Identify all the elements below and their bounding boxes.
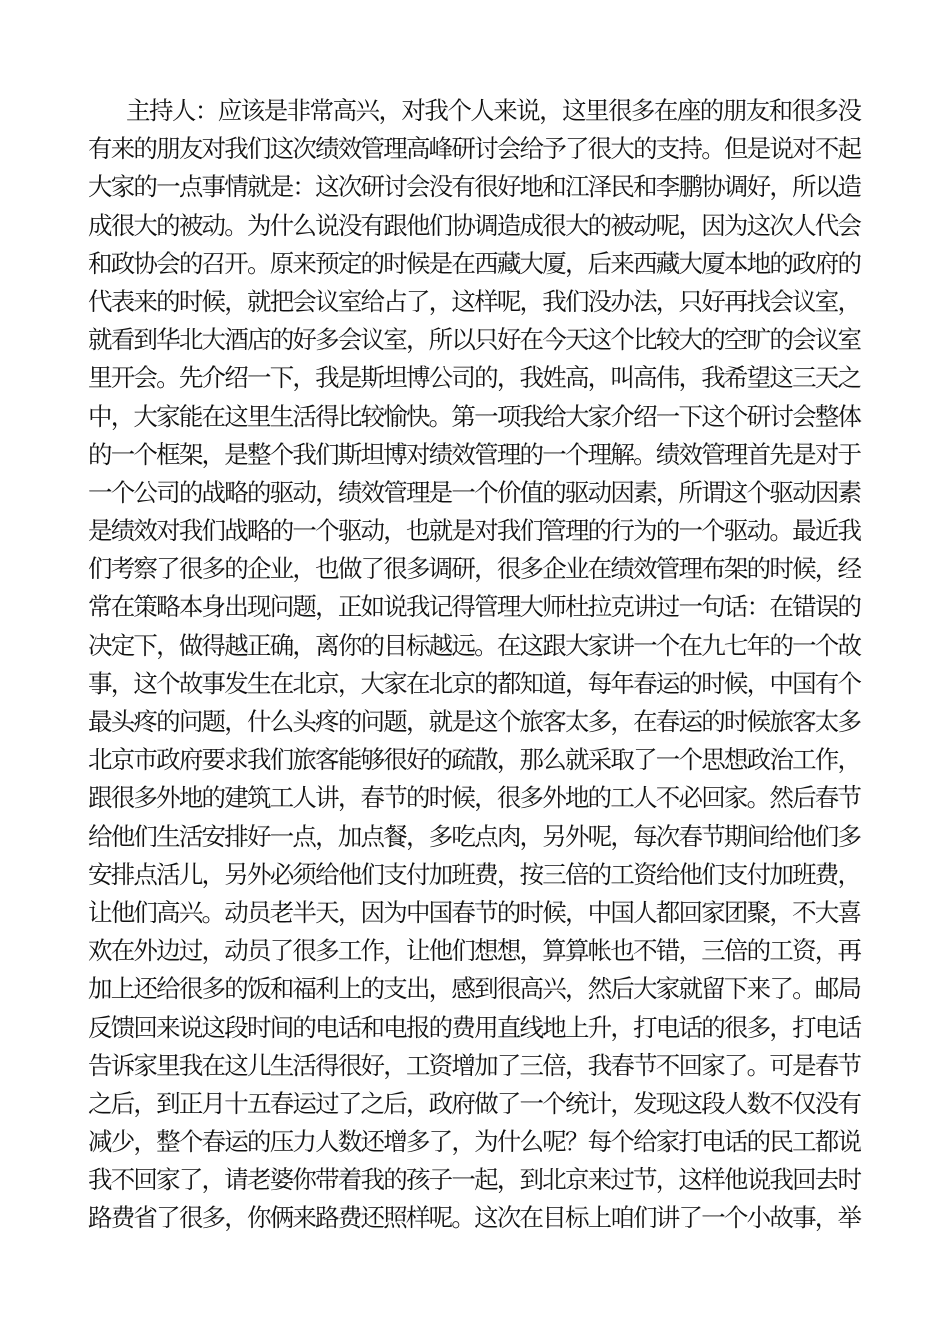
text-line: 是绩效对我们战略的一个驱动，也就是对我们管理的行为的一个驱动。最近我 xyxy=(88,516,861,546)
text-line: 减少，整个春运的压力人数还增多了，为什么呢？每个给家打电话的民工都说 xyxy=(88,1127,861,1157)
text-line: 给他们生活安排好一点，加点餐，多吃点肉，另外呢，每次春节期间给他们多 xyxy=(88,821,861,851)
text-line: 安排点活儿，另外必须给他们支付加班费，按三倍的工资给他们支付加班费， xyxy=(88,859,861,889)
text-line: 就看到华北大酒店的好多会议室，所以只好在今天这个比较大的空旷的会议室 xyxy=(88,325,861,355)
text-line: 决定下，做得越正确，离你的目标越远。在这跟大家讲一个在九七年的一个故 xyxy=(88,630,861,660)
text-line: 让他们高兴。动员老半天，因为中国春节的时候，中国人都回家团聚，不大喜 xyxy=(88,897,861,927)
text-line: 们考察了很多的企业，也做了很多调研，很多企业在绩效管理布架的时候，经 xyxy=(88,554,861,584)
text-line: 北京市政府要求我们旅客能够很好的疏散，那么就采取了一个思想政治工作， xyxy=(88,745,861,775)
text-line: 和政协会的召开。原来预定的时候是在西藏大厦，后来西藏大厦本地的政府的 xyxy=(88,248,861,278)
text-line: 常在策略本身出现问题，正如说我记得管理大师杜拉克讲过一句话：在错误的 xyxy=(88,592,861,622)
text-line: 有来的朋友对我们这次绩效管理高峰研讨会给予了很大的支持。但是说对不起 xyxy=(88,134,861,164)
text-line: 欢在外边过，动员了很多工作，让他们想想，算算帐也不错，三倍的工资，再 xyxy=(88,936,861,966)
text-line: 的一个框架，是整个我们斯坦博对绩效管理的一个理解。绩效管理首先是对于 xyxy=(88,439,861,469)
text-line: 告诉家里我在这儿生活得很好，工资增加了三倍，我春节不回家了。可是春节 xyxy=(88,1050,861,1080)
text-line: 大家的一点事情就是：这次研讨会没有很好地和江泽民和李鹏协调好，所以造 xyxy=(88,172,861,202)
text-line: 跟很多外地的建筑工人讲，春节的时候，很多外地的工人不必回家。然后春节 xyxy=(88,783,861,813)
text-line: 成很大的被动。为什么说没有跟他们协调造成很大的被动呢，因为这次人代会 xyxy=(88,210,861,240)
text-line: 之后，到正月十五春运过了之后，政府做了一个统计，发现这段人数不仅没有 xyxy=(88,1088,861,1118)
text-line: 里开会。先介绍一下，我是斯坦博公司的，我姓高，叫高伟，我希望这三天之 xyxy=(88,363,861,393)
text-line: 中，大家能在这里生活得比较愉快。第一项我给大家介绍一下这个研讨会整体 xyxy=(88,401,861,431)
text-line: 主持人：应该是非常高兴，对我个人来说，这里很多在座的朋友和很多没 xyxy=(126,96,861,125)
text-line: 事，这个故事发生在北京，大家在北京的都知道，每年春运的时候，中国有个 xyxy=(88,668,861,698)
body-paragraph xyxy=(88,92,862,1238)
text-line: 我不回家了，请老婆你带着我的孩子一起，到北京来过节，这样他说我回去时 xyxy=(88,1165,861,1195)
text-line: 一个公司的战略的驱动，绩效管理是一个价值的驱动因素，所谓这个驱动因素 xyxy=(88,477,861,507)
text-line: 加上还给很多的饭和福利上的支出，感到很高兴，然后大家就留下来了。邮局 xyxy=(88,974,861,1004)
text-line: 路费省了很多，你俩来路费还照样呢。这次在目标上咱们讲了一个小故事，举 xyxy=(88,1203,861,1233)
text-line: 代表来的时候，就把会议室给占了，这样呢，我们没办法，只好再找会议室， xyxy=(88,286,861,316)
text-line: 反馈回来说这段时间的电话和电报的费用直线地上升，打电话的很多，打电话 xyxy=(88,1012,861,1042)
text-line: 最头疼的问题，什么头疼的问题，就是这个旅客太多，在春运的时候旅客太多 xyxy=(88,707,861,736)
